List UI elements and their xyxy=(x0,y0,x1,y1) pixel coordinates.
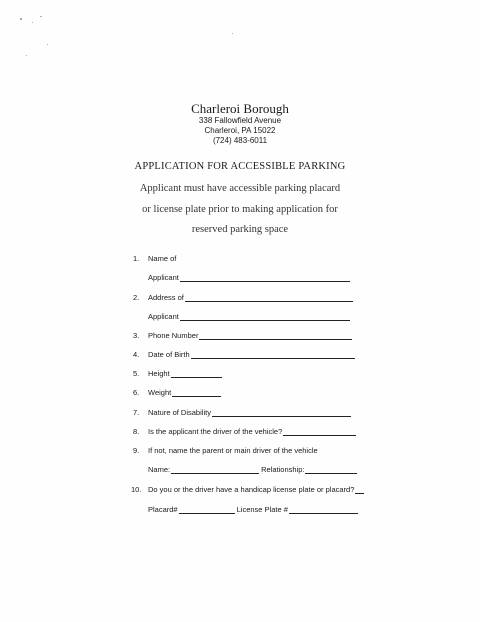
q8-label: Is the applicant the driver of the vehicle? xyxy=(148,427,283,436)
q5-label: Height xyxy=(148,369,170,378)
q6-number: 6. xyxy=(133,388,140,397)
organization-name: Charleroi Borough xyxy=(191,101,289,116)
scan-speck xyxy=(32,22,33,23)
q4-label: Date of Birth xyxy=(148,350,190,359)
intro-line-2: or license plate prior to making application for xyxy=(142,204,338,215)
q9-relationship-label: Relationship: xyxy=(261,465,305,474)
q9-name-label: Name: xyxy=(148,465,171,474)
q8-number: 8. xyxy=(133,427,140,436)
intro-line-1: Applicant must have accessible parking placard xyxy=(139,183,341,194)
q7-label: Nature of Disability xyxy=(148,408,211,417)
q10-label: Do you or the driver have a handicap license plate or placard? xyxy=(148,485,355,494)
q2-label: Address of xyxy=(148,293,184,302)
q1-applicant-field[interactable] xyxy=(148,273,350,282)
placard-number-line[interactable] xyxy=(179,505,235,514)
street-address: 338 Fallowfield Avenue xyxy=(198,116,282,125)
q10-number: 10. xyxy=(131,485,142,494)
q2-number: 2. xyxy=(133,293,140,302)
dob-line[interactable] xyxy=(191,350,355,359)
placard-label: Placard# xyxy=(148,505,178,514)
q6-weight-field[interactable] xyxy=(148,388,221,397)
q10-plate-question[interactable] xyxy=(148,485,364,494)
q6-label: Weight xyxy=(148,388,172,397)
q2-applicant-field[interactable] xyxy=(148,312,350,321)
q2-line2-label: Applicant xyxy=(148,312,179,321)
q8-driver-field[interactable] xyxy=(148,427,356,436)
intro-line-3: reserved parking space xyxy=(191,224,289,235)
q5-number: 5. xyxy=(133,369,140,378)
license-plate-line[interactable] xyxy=(289,505,358,514)
applicant-name-line[interactable] xyxy=(180,273,350,282)
driver-answer-line[interactable] xyxy=(283,427,356,436)
q9-name-relationship-row[interactable] xyxy=(148,465,357,474)
q10-placard-plate-row[interactable] xyxy=(148,505,358,514)
q3-number: 3. xyxy=(133,331,140,340)
address-line-2[interactable] xyxy=(180,312,350,321)
q2-address-field[interactable] xyxy=(148,293,353,302)
city-state-zip: Charleroi, PA 15022 xyxy=(204,126,276,135)
scan-speck xyxy=(232,33,233,34)
disability-line[interactable] xyxy=(212,408,351,417)
q9-label-row xyxy=(148,446,318,455)
scan-speck xyxy=(26,55,27,56)
plate-answer-line[interactable] xyxy=(355,485,364,494)
scan-speck xyxy=(40,16,42,17)
relationship-line[interactable] xyxy=(305,465,357,474)
phone-line[interactable] xyxy=(199,331,352,340)
q7-disability-field[interactable] xyxy=(148,408,351,417)
scan-speck xyxy=(20,18,22,20)
phone-number: (724) 483-6011 xyxy=(212,136,268,145)
q3-label: Phone Number xyxy=(148,331,199,340)
scan-speck xyxy=(47,44,48,45)
q1-name-of xyxy=(148,254,176,263)
q5-height-field[interactable] xyxy=(148,369,222,378)
q1-line2-label: Applicant xyxy=(148,273,179,282)
driver-name-line[interactable] xyxy=(171,465,259,474)
address-line-1[interactable] xyxy=(185,293,353,302)
q1-label: Name of xyxy=(148,254,177,263)
q9-number: 9. xyxy=(133,446,140,455)
height-line[interactable] xyxy=(171,369,222,378)
q9-label: If not, name the parent or main driver of the vehicle xyxy=(148,446,318,455)
q3-phone-field[interactable] xyxy=(148,331,352,340)
q4-number: 4. xyxy=(133,350,140,359)
weight-line[interactable] xyxy=(172,388,221,397)
license-plate-label: License Plate # xyxy=(236,505,288,514)
q1-number: 1. xyxy=(133,254,140,263)
q7-number: 7. xyxy=(133,408,140,417)
form-title: APPLICATION FOR ACCESSIBLE PARKING xyxy=(134,161,346,172)
q4-dob-field[interactable] xyxy=(148,350,355,359)
